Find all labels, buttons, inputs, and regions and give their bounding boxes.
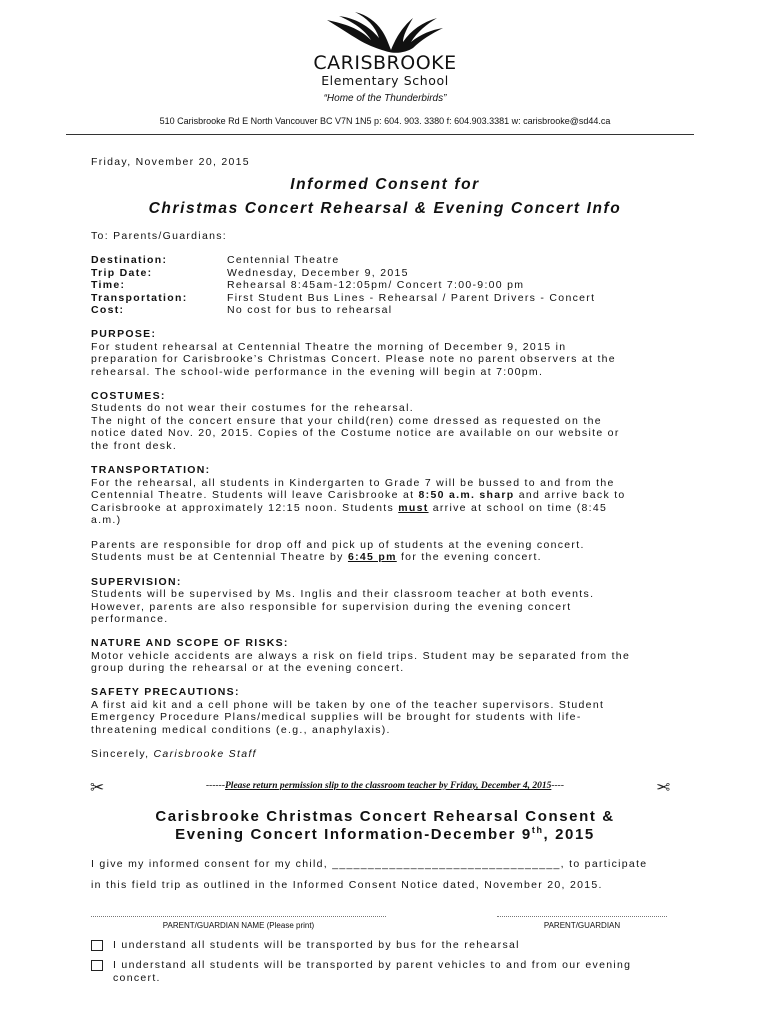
bus-consent-label: I understand all students will be transported by bus for the rehearsal: [113, 939, 520, 951]
supervision-line: performance.: [91, 613, 169, 625]
school-type: Elementary School: [321, 73, 449, 88]
transportation-line: For the rehearsal, all students in Kindergarten to Grade 7 will be bussed to and from the: [91, 477, 615, 489]
costumes-heading: COSTUMES:: [91, 390, 166, 402]
info-label-destination: Destination:: [91, 254, 168, 266]
purpose-line: preparation for Carisbrooke’s Christmas Concert. Please note no parent observers at the: [91, 353, 616, 365]
info-value-transportation: First Student Bus Lines - Rehearsal / Parent Drivers - Concert: [227, 292, 596, 304]
bus-consent-checkbox[interactable]: [91, 940, 103, 951]
return-notice: ------Please return permission slip to the classroom teacher by Friday, December 4, 2015----: [206, 781, 564, 791]
costumes-line: the front desk.: [91, 440, 178, 452]
guardian-signature-label: PARENT/GUARDIAN: [543, 921, 621, 930]
contact-line: 510 Carisbrooke Rd E North Vancouver BC V7N 1N5 p: 604. 903. 3380 f: 604.903.3381 w: carisbrooke@sd44.ca: [159, 116, 611, 126]
risks-line: Motor vehicle accidents are always a risk on field trips. Student may be separated from the: [91, 650, 631, 662]
info-label-time: Time:: [91, 279, 126, 291]
form-title-line1: Carisbrooke Christmas Concert Rehearsal Consent &: [155, 808, 615, 825]
info-value-destination: Centennial Theatre: [227, 254, 340, 266]
info-value-trip-date: Wednesday, December 9, 2015: [227, 267, 409, 279]
school-name: CARISBROOKE: [313, 52, 457, 74]
safety-line: threatening medical conditions (e.g., anaphylaxis).: [91, 724, 391, 736]
must-emphasis: must: [398, 502, 429, 514]
risks-line: group during the rehearsal or at the evening concert.: [91, 662, 405, 674]
supervision-line: Students will be supervised by Ms. Inglis and their classroom teacher at both events.: [91, 588, 595, 600]
parent-vehicle-label: I understand all students will be transported by parent vehicles to and from our evening concert.: [113, 959, 632, 984]
transportation-heading: TRANSPORTATION:: [91, 464, 211, 476]
info-value-time: Rehearsal 8:45am-12:05pm/ Concert 7:00-9:00 pm: [227, 279, 525, 291]
guardian-signature-field[interactable]: [497, 916, 667, 917]
parent-vehicle-checkbox[interactable]: [91, 960, 103, 971]
recipient-line: To: Parents/Guardians:: [91, 230, 227, 242]
costumes-line: The night of the concert ensure that your child(ren) come dressed as requested on the: [91, 415, 602, 427]
purpose-line: rehearsal. The school-wide performance in the evening will begin at 7:00pm.: [91, 366, 544, 378]
consent-statement-cont: in this field trip as outlined in the Informed Consent Notice dated, November 20, 2015.: [91, 879, 603, 891]
scissors-icon: ✂: [656, 778, 671, 798]
transportation-line: Centennial Theatre. Students will leave Carisbrooke at 8:50 a.m. sharp and arrive back to: [91, 489, 626, 501]
letter-title-line2: Christmas Concert Rehearsal & Evening Concert Info: [148, 200, 622, 217]
costumes-line: notice dated Nov. 20, 2015. Copies of the Costume notice are available on our website or: [91, 427, 620, 439]
info-value-cost: No cost for bus to rehearsal: [227, 304, 393, 316]
transportation-line: Carisbrooke at approximately 12:15 noon. Students must arrive at school on time (8:45: [91, 502, 608, 514]
transportation-line: Parents are responsible for drop off and pick up of students at the evening concert.: [91, 539, 585, 551]
safety-line: Emergency Procedure Plans/medical supplies will be brought for students with life-: [91, 711, 582, 723]
letter-title-line1: Informed Consent for: [290, 176, 480, 193]
info-label-transportation: Transportation:: [91, 292, 188, 304]
school-motto: “Home of the Thunderbirds”: [323, 93, 447, 104]
consent-statement: I give my informed consent for my child, ________________________________, to participate: [91, 858, 648, 870]
departure-time: 8:50 a.m. sharp: [418, 489, 515, 501]
sign-off: Sincerely, Carisbrooke Staff: [91, 748, 257, 760]
costumes-line: Students do not wear their costumes for the rehearsal.: [91, 402, 414, 414]
purpose-line: For student rehearsal at Centennial Theatre the morning of December 9, 2015 in: [91, 341, 567, 353]
thunderbird-icon: [325, 10, 445, 54]
safety-heading: SAFETY PRECAUTIONS:: [91, 686, 240, 698]
cut-line: [90, 779, 680, 799]
info-label-trip-date: Trip Date:: [91, 267, 153, 279]
info-label-cost: Cost:: [91, 304, 125, 316]
evening-arrival-time: 6:45 pm: [347, 551, 397, 563]
guardian-name-label: PARENT/GUARDIAN NAME (Please print): [162, 921, 315, 930]
transportation-line: Students must be at Centennial Theatre by 6:45 pm for the evening concert.: [91, 551, 542, 563]
supervision-heading: SUPERVISION:: [91, 576, 182, 588]
signature-staff: Carisbrooke Staff: [153, 748, 257, 760]
form-title-line2: Evening Concert Information-December 9th, 2015: [175, 825, 595, 843]
letter-date: Friday, November 20, 2015: [91, 156, 250, 168]
school-logo: [300, 10, 470, 90]
risks-heading: NATURE AND SCOPE OF RISKS:: [91, 637, 289, 649]
header-divider: [66, 134, 694, 135]
purpose-heading: PURPOSE:: [91, 328, 157, 340]
scissors-icon: ✂: [90, 778, 105, 798]
safety-line: A first aid kit and a cell phone will be taken by one of the teacher supervisors. Student: [91, 699, 605, 711]
transportation-line: a.m.): [91, 514, 122, 526]
supervision-line: However, parents are also responsible for supervision during the evening concert: [91, 601, 572, 613]
guardian-name-field[interactable]: [91, 916, 386, 917]
